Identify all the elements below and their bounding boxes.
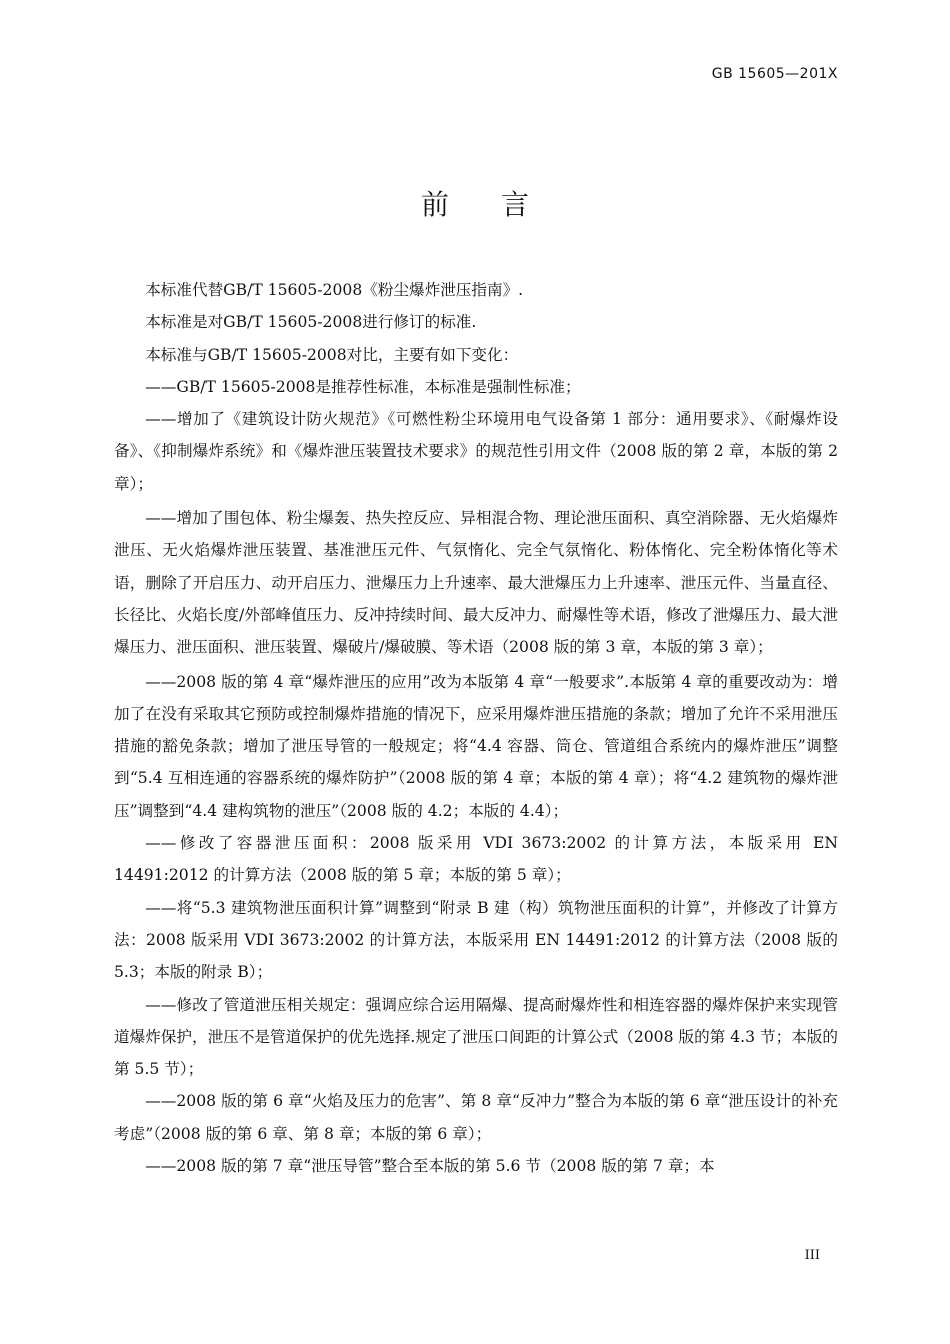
change-item-8: ——2008 版的第 6 章“火焰及压力的危害”、第 8 章“反冲力”整合为本版的第 6 章“泄压设计的补充考虑”（2008 版的第 6 章、第 8 章；本版的第 6 章）； (114, 1092, 838, 1143)
change-item-9: ——2008 版的第 7 章“泄压导管”整合至本版的第 5.6 节（2008 版的第 7 章；本 (145, 1157, 715, 1176)
change-item-1: ——GB/T 15605-2008是推荐性标准，本标准是强制性标准； (145, 377, 581, 396)
change-item-7: ——修改了管道泄压相关规定：强调应综合运用隔爆、提高耐爆炸性和相连容器的爆炸保护来实现管道爆炸保护，泄压不是管道保护的优先选择.规定了泄压口间距的计算公式（2008 版的第 4.3 节；本版的第 5.5 节）； (114, 995, 838, 1079)
change-item-3: ——增加了围包体、粉尘爆轰、热失控反应、异相混合物、理论泄压面积、真空消除器、无火焰爆炸泄压、无火焰爆炸泄压装置、基准泄压元件、气氛惰化、完全气氛惰化、粉体惰化、完全粉体惰化等术语，删除了开启压力、动开启压力、泄爆压力上升速率、最大泄爆压力上升速率、泄压元件、当量直径、长径比、火焰长度/外部峰值压力、反冲持续时间、最大反冲力、耐爆性等术语，修改了泄爆压力、最大泄爆压力、泄压面积、泄压装置、爆破片/爆破膜、等术语（2008 版的第 3 章，本版的第 3 章）； (114, 509, 838, 657)
page-number: III (804, 1248, 820, 1263)
preface-body (114, 274, 838, 1182)
document-id-header: GB 15605—201X (711, 66, 838, 82)
paragraph-1: 本标准代替GB/T 15605-2008《粉尘爆炸泄压指南》. (145, 281, 524, 299)
paragraph-2: 本标准是对GB/T 15605-2008进行修订的标准. (145, 313, 477, 332)
page-title: 前言 (420, 188, 581, 221)
change-item-5: ——修改了容器泄压面积：2008 版采用 VDI 3673:2002 的计算方法，本版采用 EN 14491:2012 的计算方法（2008 版的第 5 章；本版的第 5 章）； (114, 834, 838, 885)
change-item-4: ——2008 版的第 4 章“爆炸泄压的应用”改为本版第 4 章“一般要求”.本版第 4 章的重要改动为：增加了在没有采取其它预防或控制爆炸措施的情况下，应采用爆炸泄压措施的条款；增加了允许不采用泄压措施的豁免条款；增加了泄压导管的一般规定；将“4.4 容器、筒仓、管道组合系统内的爆炸泄压”调整到“5.4 互相连通的容器系统的爆炸防护”（2008 版的第 4 章；本版的第 4 章）；将“4.2 建筑物的爆炸泄压”调整到“4.4 建构筑物的泄压”（2008 版的 4.2；本版的 4.4）； (114, 672, 838, 820)
paragraph-3: 本标准与GB/T 15605-2008对比，主要有如下变化： (145, 345, 519, 364)
change-item-6: ——将“5.3 建筑物泄压面积计算”调整到“附录 B 建（构）筑物泄压面积的计算”，并修改了计算方法：2008 版采用 VDI 3673:2002 的计算方法，本版采用 EN 14491:2012 的计算方法（2008 版的 5.3；本版的附录 B）； (114, 898, 838, 982)
change-item-2: ——增加了《建筑设计防火规范》《可燃性粉尘环境用电气设备第 1 部分：通用要求》、《耐爆炸设备》、《抑制爆炸系统》和《爆炸泄压装置技术要求》的规范性引用文件（2008 版的第 2 章，本版的第 2 章）； (114, 410, 838, 493)
